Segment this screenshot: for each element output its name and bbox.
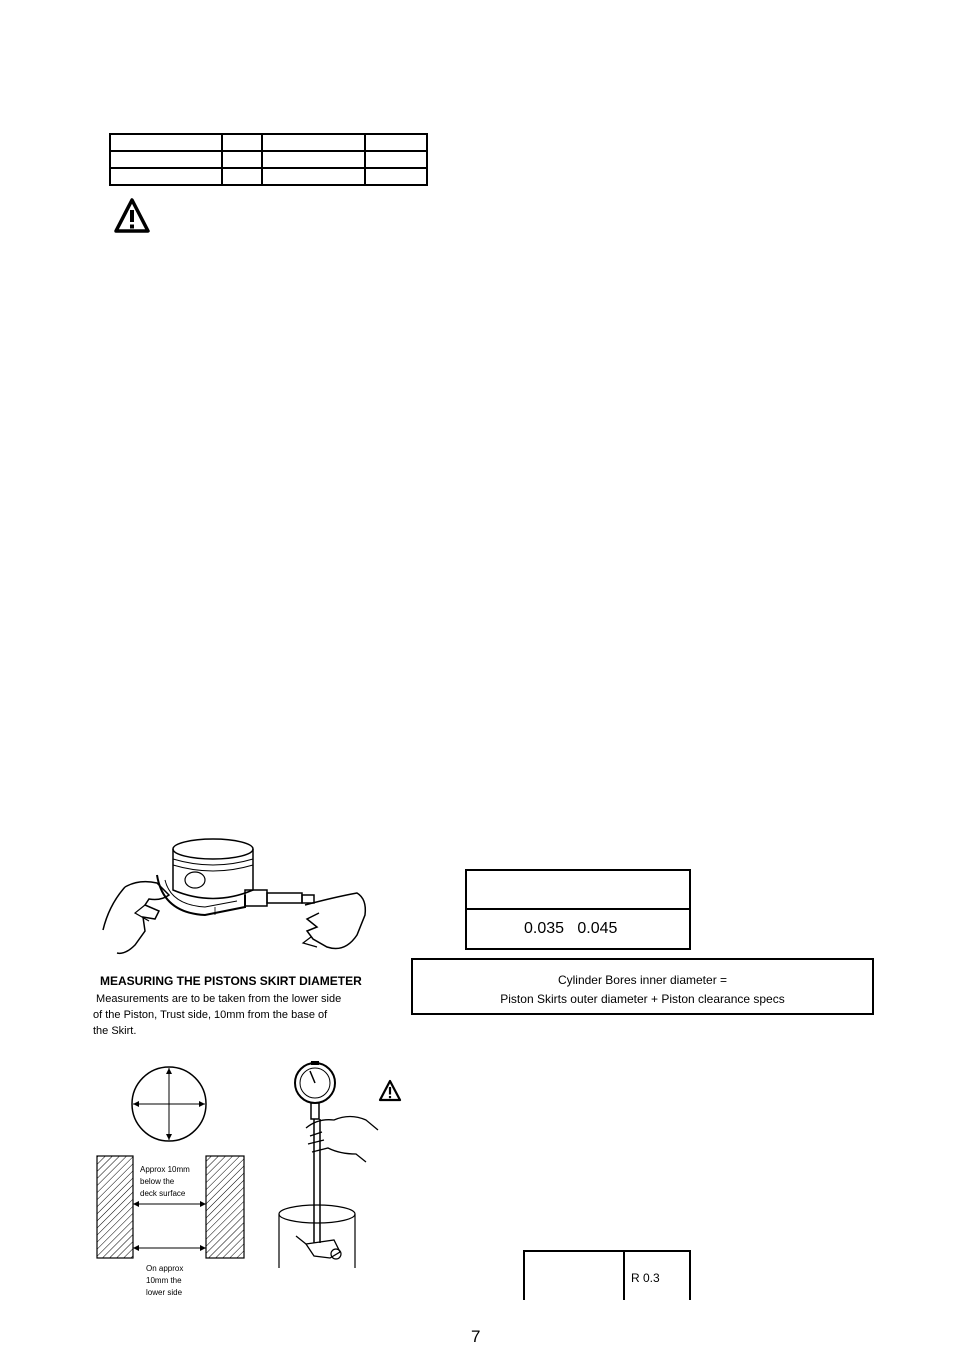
spec-table xyxy=(109,133,428,186)
piston-clearance-box xyxy=(465,869,691,950)
bore-measurement-diagram xyxy=(95,1060,250,1265)
clearance-header xyxy=(467,871,689,910)
formula-line-2: Piston Skirts outer diameter + Piston clearance specs xyxy=(500,992,785,1006)
bore-formula-box xyxy=(411,958,874,1015)
warning-triangle-icon xyxy=(113,197,151,235)
clearance-value: 0.035 0.045 xyxy=(524,920,618,937)
page-number: 7 xyxy=(471,1327,481,1346)
caption-line: the Skirt. xyxy=(93,1025,137,1037)
caption-line: of the Piston, Trust side, 10mm from the base of xyxy=(93,1009,328,1021)
caption-line: Measurements are to be taken from the lower side xyxy=(93,993,342,1005)
bore-label-upper: Approx 10mm below the deck surface xyxy=(140,1165,190,1198)
piston-caption-body xyxy=(93,991,383,1039)
bore-gauge-illustration xyxy=(270,1058,385,1275)
bore-label-lower: On approx 10mm the lower side xyxy=(146,1264,184,1297)
formula-line-1: Cylinder Bores inner diameter = xyxy=(557,973,728,987)
radius-table xyxy=(523,1250,691,1300)
piston-micrometer-illustration xyxy=(95,835,370,965)
table-row xyxy=(110,134,427,151)
warning-triangle-icon xyxy=(378,1079,402,1103)
table-row xyxy=(110,168,427,185)
table-row xyxy=(110,151,427,168)
radius-value: R 0.3 xyxy=(631,1271,660,1285)
radius-table-left xyxy=(525,1252,625,1300)
piston-caption-title: MEASURING THE PISTONS SKIRT DIAMETER xyxy=(100,974,362,988)
